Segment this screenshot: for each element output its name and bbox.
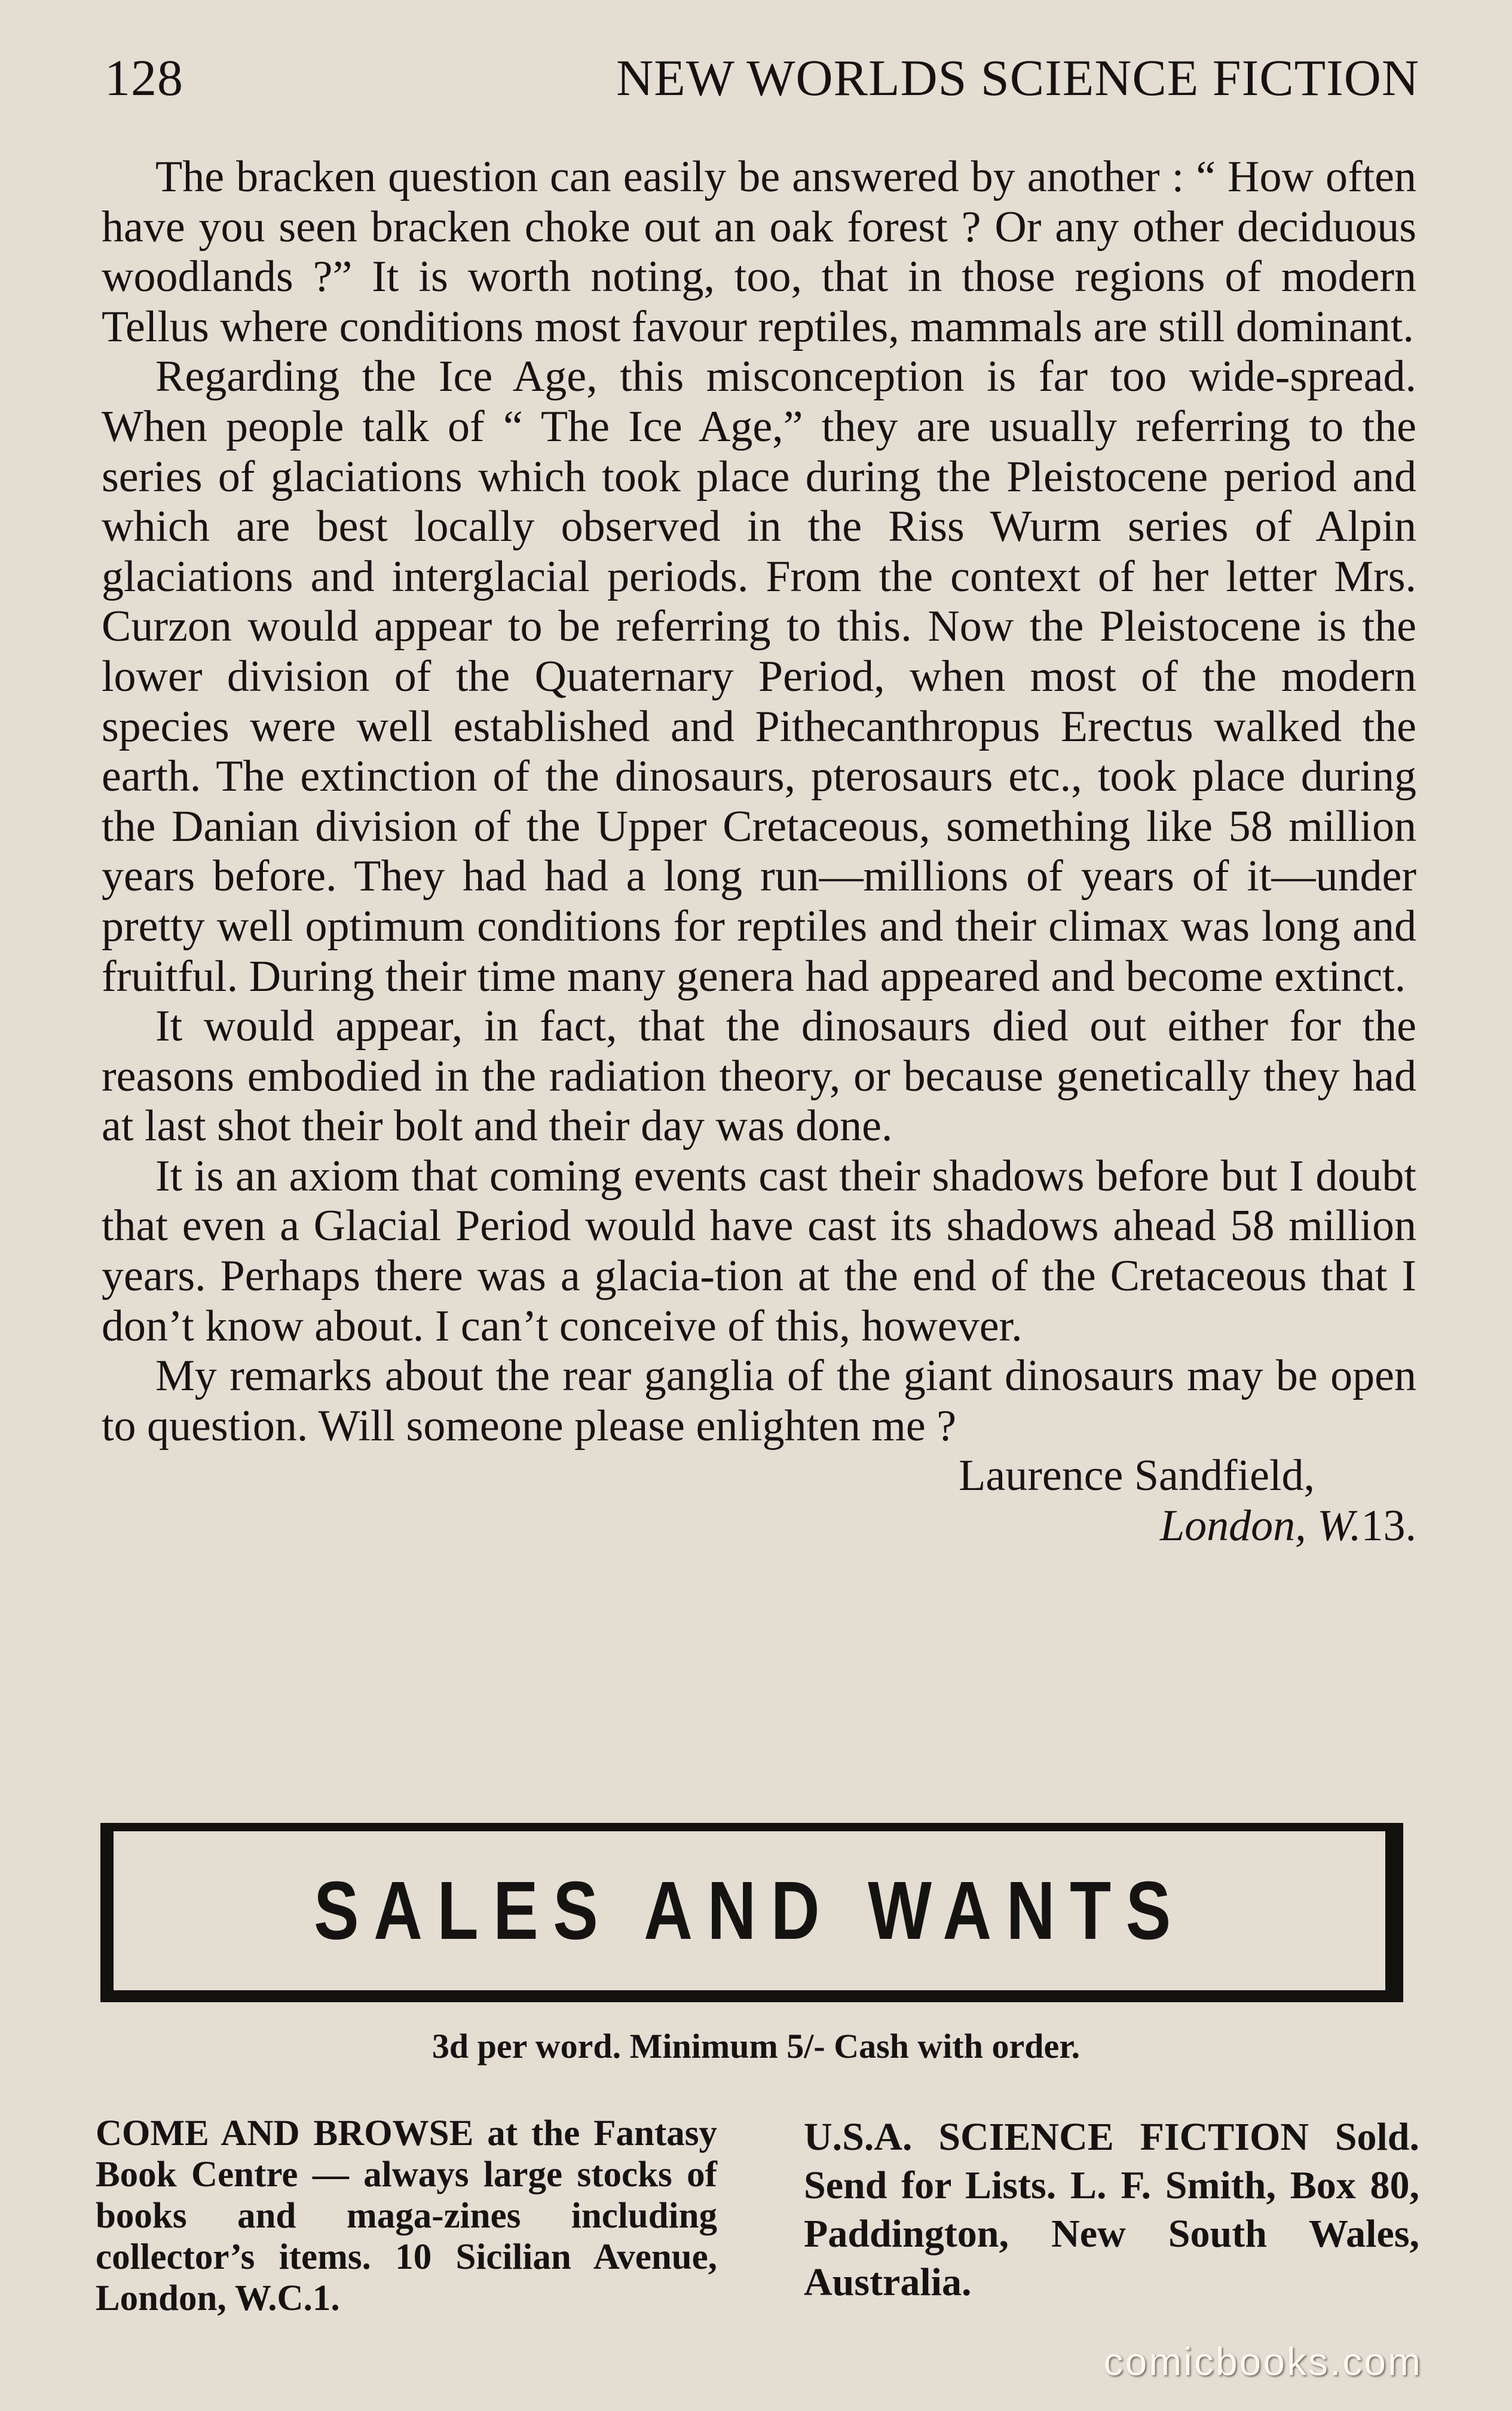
- classified-ads: [96, 2113, 1419, 2319]
- signature-place-city: London, W.: [1159, 1501, 1361, 1551]
- page-number: 128: [105, 49, 183, 106]
- classified-ad-usa-science-fiction: U.S.A. SCIENCE FICTION Sold. Send for Lists. L. F. Smith, Box 80, Paddington, New South Wales, Australia.: [804, 2115, 1419, 2304]
- watermark: comicbooks.com: [1103, 2339, 1422, 2384]
- letter-paragraph: My remarks about the rear ganglia of the giant dinosaurs may be open to question. Will someone please enlighten me ?: [102, 1351, 1416, 1451]
- running-title: NEW WORLDS SCIENCE FICTION: [616, 49, 1419, 106]
- letter-signature: [102, 1451, 1416, 1551]
- signature-name: Laurence Sandfield,: [959, 1451, 1315, 1501]
- sales-and-wants-banner: [100, 1823, 1403, 2002]
- letter-body: [102, 152, 1416, 1552]
- sales-and-wants-title: SALES AND WANTS: [313, 1864, 1186, 1957]
- signature-place: [102, 1501, 1416, 1552]
- page-header: [105, 48, 1419, 120]
- advert-rate-line: 3d per word. Minimum 5/- Cash with order.: [431, 2027, 1081, 2066]
- letter-paragraph: Regarding the Ice Age, this misconception is far too wide-spread. When people talk of “ The Ice Age,” they are usually referring to the series of glaciations which took place during the Pleistocene period and which are best locally observed in the Riss Wurm series of Alpin glaciations and interglacial periods. From the context of her letter Mrs. Curzon would appear to be referring to this. Now the Pleistocene is the lower division of the Quaternary Period, when most of the modern species were well established and Pithecanthropus Erectus walked the earth. The extinction of the dinosaurs, pterosaurs etc., took place during the Danian division of the Upper Cretaceous, something like 58 million years before. They had had a long run—millions of years of it—under pretty well optimum conditions for reptiles and their climax was long and fruitful. During their time many genera had appeared and become extinct.: [102, 352, 1416, 1001]
- classified-ad-fantasy-book-centre: COME AND BROWSE at the Fantasy Book Centre — always large stocks of books and maga-zines including collector’s items. 10 Sicilian Avenue, London, W.C.1.: [96, 2113, 717, 2318]
- letter-paragraph: The bracken question can easily be answered by another : “ How often have you seen bracken choke out an oak forest ? Or any other deciduous woodlands ?” It is worth noting, too, that in those regions of modern Tellus where conditions most favour reptiles, mammals are still dominant.: [102, 152, 1416, 351]
- signature-place-suffix: 13.: [1361, 1501, 1416, 1551]
- letter-paragraph: It is an axiom that coming events cast their shadows before but I doubt that even a Glacial Period would have cast its shadows ahead 58 million years. Perhaps there was a glacia-tion at the end of the Cretaceous that I don’t know about. I can’t conceive of this, however.: [102, 1151, 1416, 1351]
- letter-paragraph: It would appear, in fact, that the dinosaurs died out either for the reasons embodied in the radiation theory, or because genetically they had at last shot their bolt and their day was done.: [102, 1002, 1416, 1151]
